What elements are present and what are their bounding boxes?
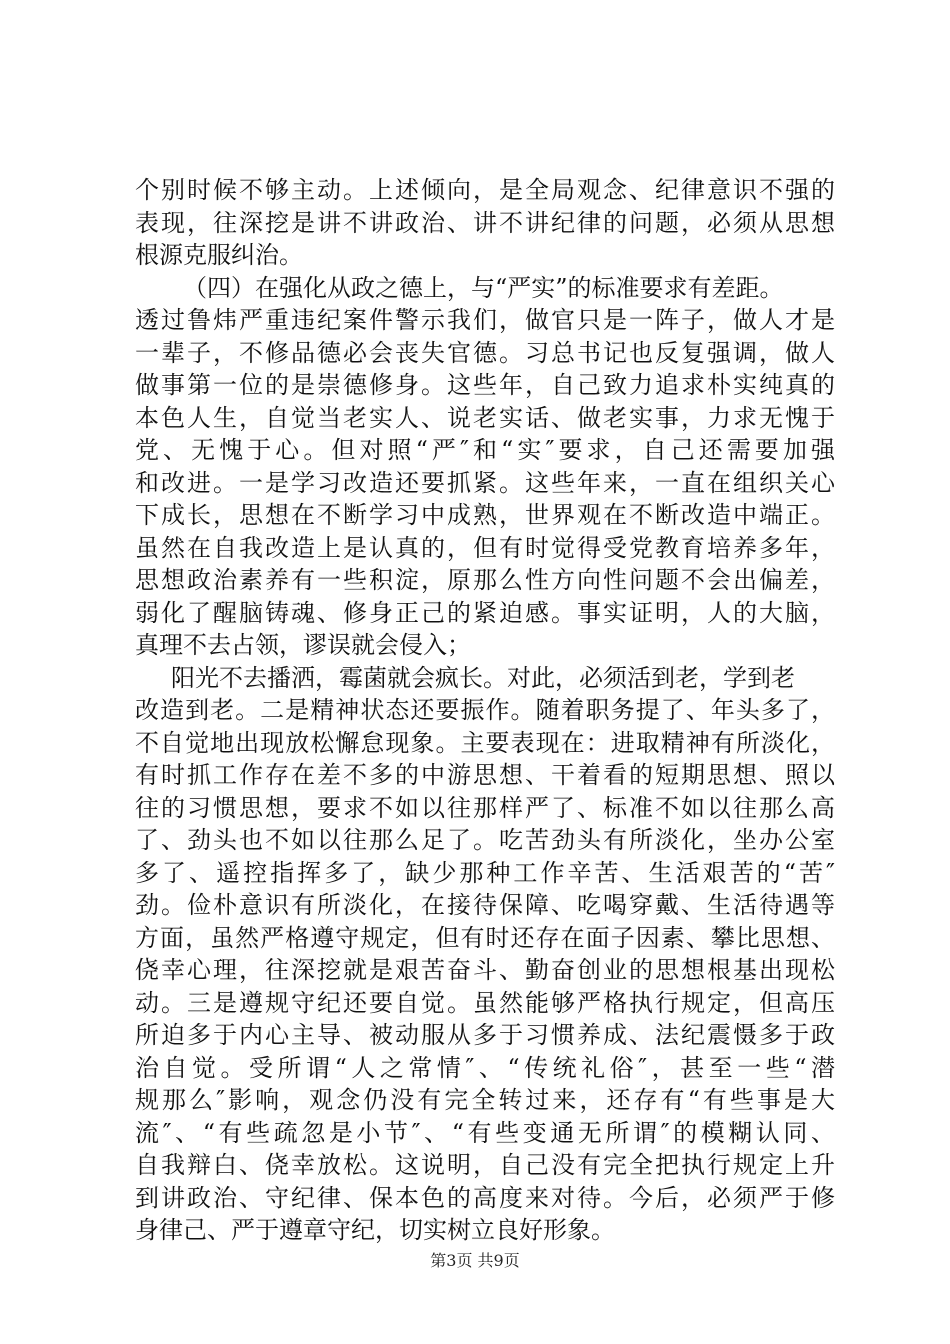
text-line: 所迫多于内心主导、被动服从多于习惯养成、法纪震慑多于政 <box>135 1021 835 1049</box>
paragraph-start-line: 阳光不去播洒，霉菌就会疯长。对此，必须活到老，学到老 <box>171 663 795 692</box>
text-line: 治自觉。受所谓“人之常情″、“传统礼俗″，甚至一些“潜 <box>135 1053 835 1082</box>
text-line: 方面，虽然严格遵守规定，但有时还存在面子因素、攀比思想、 <box>135 923 835 952</box>
text-line: 和改进。一是学习改造还要抓紧。这些年来，一直在组织关心 <box>135 468 835 497</box>
text-line: 做事第一位的是崇德修身。这些年，自己致力追求朴实纯真的 <box>135 371 835 399</box>
page-number-footer: 第3页 共9页 <box>430 1251 520 1270</box>
text-line: 虽然在自我改造上是认真的，但有时觉得受党教育培养多年， <box>135 533 835 562</box>
text-line: 根源克服纠治。 <box>135 241 303 269</box>
text-line: 本色人生，自觉当老实人、说老实话、做老实事，力求无愧于 <box>135 403 835 432</box>
text-line: 下成长，思想在不断学习中成熟，世界观在不断改造中端正。 <box>135 501 835 529</box>
text-line: 多了、遥控指挥多了，缺少那种工作辛苦、生活艰苦的“苦″ <box>135 858 835 887</box>
text-line: 一辈子，不修品德必会丧失官德。习总书记也反复强调，做人 <box>135 338 835 367</box>
text-line: 劲。俭朴意识有所淡化，在接待保障、吃喝穿戴、生活待遇等 <box>135 891 835 919</box>
text-line: 改造到老。二是精神状态还要振作。随着职务提了、年头多了， <box>135 696 835 724</box>
text-line: 透过鲁炜严重违纪案件警示我们，做官只是一阵子，做人才是 <box>135 306 835 334</box>
text-line: 个别时候不够主动。上述倾向，是全局观念、纪律意识不强的 <box>135 176 835 204</box>
text-line: 思想政治素养有一些积淀，原那么性方向性问题不会出偏差， <box>135 566 835 594</box>
text-line: 往的习惯思想，要求不如以往那样严了、标准不如以往那么高 <box>135 793 835 822</box>
text-line: 表现，往深挖是讲不讲政治、讲不讲纪律的问题，必须从思想 <box>135 208 835 237</box>
text-line: 动。三是遵规守纪还要自觉。虽然能够严格执行规定，但高压 <box>135 988 835 1017</box>
text-line: 了、劲头也不如以往那么足了。吃苦劲头有所淡化，坐办公室 <box>135 826 835 854</box>
text-line: 侥幸心理，往深挖就是艰苦奋斗、勤奋创业的思想根基出现松 <box>135 956 835 984</box>
text-line: 真理不去占领，谬误就会侵入； <box>135 631 471 659</box>
document-body <box>135 174 835 1247</box>
text-line: 不自觉地出现放松懈怠现象。主要表现在：进取精神有所淡化， <box>135 728 835 757</box>
section-heading-line: （四）在强化从政之德上，与“严实”的标准要求有差距。 <box>183 273 784 302</box>
text-line: 到讲政治、守纪律、保本色的高度来对待。今后，必须严于修 <box>135 1183 835 1212</box>
text-line: 党、无愧于心。但对照“严″和“实″要求，自己还需要加强 <box>135 436 835 464</box>
text-line: 身律己、严于遵章守纪，切实树立良好形象。 <box>135 1216 615 1244</box>
text-line: 流″、“有些疏忽是小节″、“有些变通无所谓″的模糊认同、 <box>135 1118 835 1147</box>
text-line: 弱化了醒脑铸魂、修身正己的紧迫感。事实证明，人的大脑， <box>135 598 835 627</box>
text-line: 自我辩白、侥幸放松。这说明，自己没有完全把执行规定上升 <box>135 1151 835 1179</box>
text-line: 有时抓工作存在差不多的中游思想、干着看的短期思想、照以 <box>135 761 835 789</box>
text-line: 规那么″影响，观念仍没有完全转过来，还存有“有些事是大 <box>135 1086 835 1114</box>
